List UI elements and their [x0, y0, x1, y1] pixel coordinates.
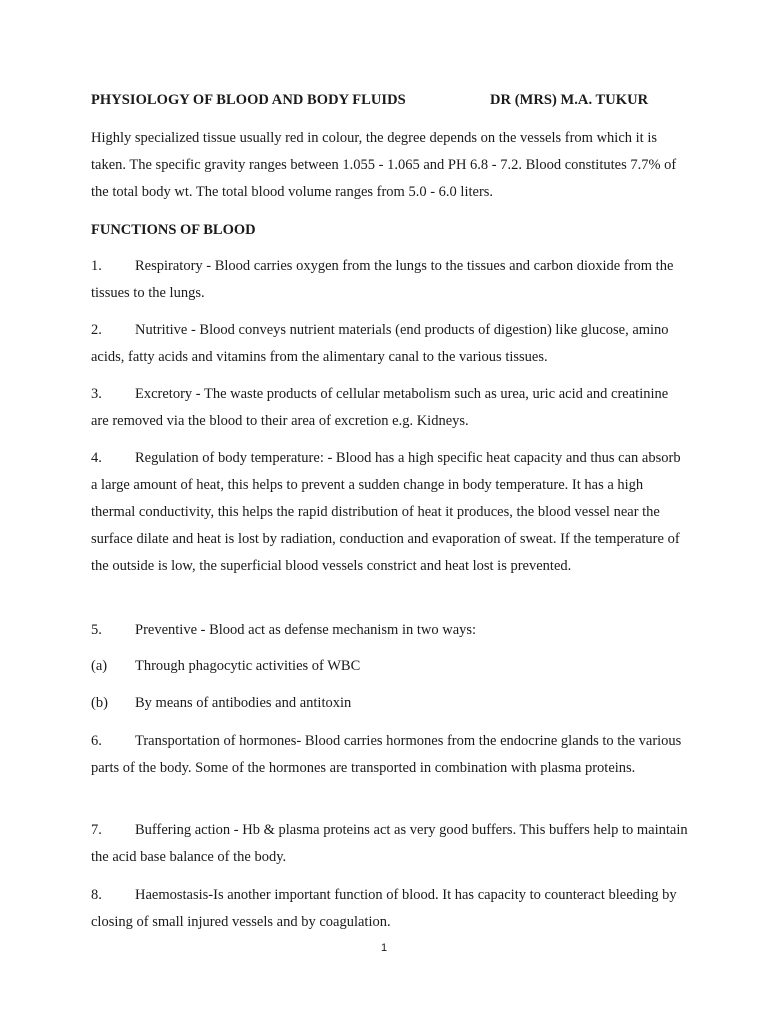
list-item	[91, 253, 689, 307]
list-item	[91, 653, 689, 680]
intro-paragraph: Highly specialized tissue usually red in colour, the degree depends on the vessels from which it is taken. The specific gravity ranges between 1.055 - 1.065 and PH 6.8 - 7.2. Blood constitutes 7.7% of the total body wt. The total blood volume ranges from 5.0 - 6.0 liters.	[91, 130, 677, 200]
page-number: 1	[380, 942, 388, 954]
list-item	[91, 882, 689, 936]
item-text: Regulation of body temperature: - Blood has a high specific heat capacity and thus can absorb a large amount of heat, this helps to prevent a sudden change in body temperature. It has a high thermal conductivity, this helps the rapid distribution of heat it produces, the blood vessel near the surface dilate and heat is lost by radiation, conduction and evaporation of sweat. If the temperature of the outside is low, the superficial blood vessels constrict and heat lost is prevented.	[91, 450, 681, 574]
item-number: (b)	[91, 695, 108, 711]
item-text: Respiratory - Blood carries oxygen from the lungs to the tissues and carbon dioxide from the tissues to the lungs.	[91, 258, 674, 301]
list-item	[91, 381, 689, 435]
item-text: Preventive - Blood act as defense mechanism in two ways:	[135, 622, 477, 638]
item-text: Buffering action - Hb & plasma proteins act as very good buffers. This buffers help to maintain the acid base balance of the body.	[91, 822, 688, 865]
item-text: Through phagocytic activities of WBC	[135, 658, 361, 674]
list-item	[91, 690, 689, 717]
item-number: 1.	[91, 258, 102, 274]
item-text: Transportation of hormones- Blood carries hormones from the endocrine glands to the various parts of the body. Some of the hormones are transported in combination with plasma proteins.	[91, 733, 682, 776]
item-number: 6.	[91, 733, 102, 749]
list-item	[91, 317, 689, 371]
document-title: PHYSIOLOGY OF BLOOD AND BODY FLUIDS	[91, 92, 406, 108]
author-name: DR (MRS) M.A. TUKUR	[490, 92, 649, 108]
item-number: 4.	[91, 450, 102, 466]
item-number: 7.	[91, 822, 102, 838]
item-number: 2.	[91, 322, 102, 338]
item-number: (a)	[91, 658, 108, 674]
item-number: 8.	[91, 887, 102, 903]
item-text: By means of antibodies and antitoxin	[135, 695, 352, 711]
item-text: Nutritive - Blood conveys nutrient materials (end products of digestion) like glucose, amino acids, fatty acids and vitamins from the alimentary canal to the various tissues.	[91, 322, 669, 365]
list-item	[91, 817, 689, 871]
item-number: 5.	[91, 622, 102, 638]
item-text: Haemostasis-Is another important function of blood. It has capacity to counteract bleeding by closing of small injured vessels and by coagulation.	[91, 887, 677, 930]
list-item	[91, 728, 689, 782]
item-number: 3.	[91, 386, 102, 402]
page-header	[91, 92, 691, 109]
item-text: Excretory - The waste products of cellular metabolism such as urea, uric acid and creatinine are removed via the blood to their area of excretion e.g. Kidneys.	[91, 386, 669, 429]
list-item	[91, 617, 689, 644]
functions-heading: FUNCTIONS OF BLOOD	[91, 222, 256, 238]
list-item	[91, 445, 689, 580]
